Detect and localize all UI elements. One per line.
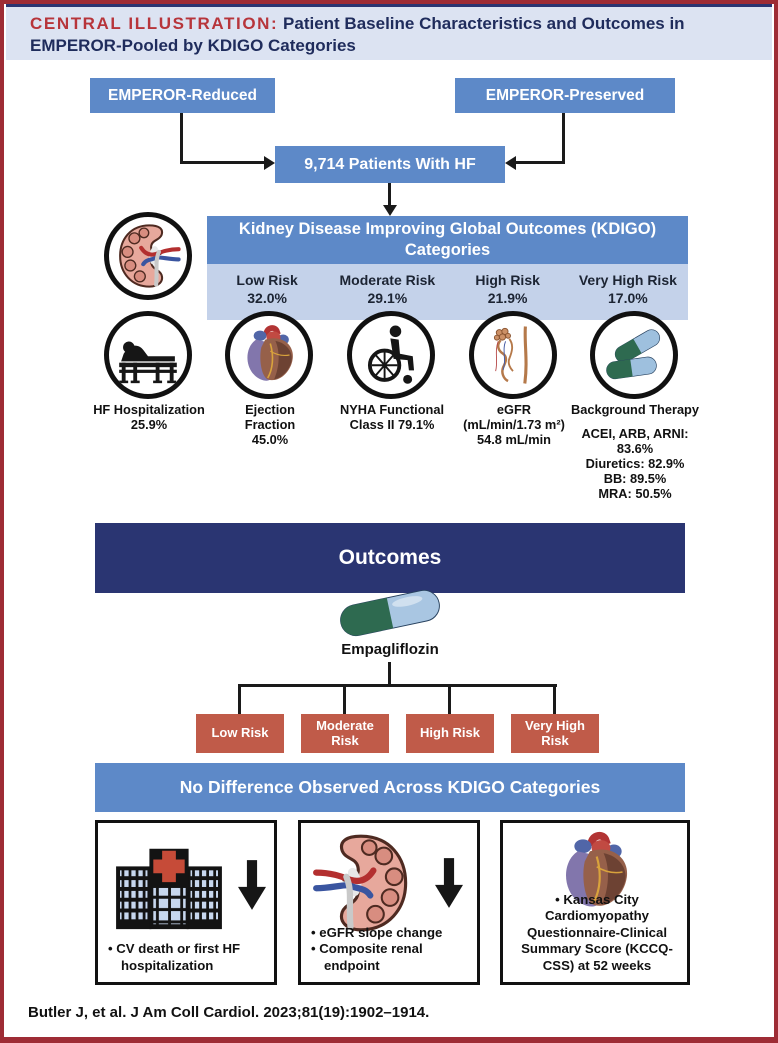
- kdigo-header-line1: Kidney Disease Improving Global Outcomes (KDIGO): [238, 220, 657, 238]
- pooled-patients-box: 9,714 Patients With HF: [275, 146, 505, 183]
- tree-stub-2: [343, 684, 346, 714]
- baseline-label-egfr: eGFR (mL/min/1.73 m²) 54.8 mL/min: [463, 402, 565, 448]
- outcomes-banner: Outcomes: [95, 523, 685, 593]
- wheelchair-icon: [359, 323, 423, 387]
- arrow-right-icon: [264, 156, 275, 170]
- drug-label: Empagliflozin: [341, 641, 439, 658]
- emperor-preserved-box: EMPEROR-Preserved: [455, 78, 675, 113]
- risk-box-high: High Risk: [406, 714, 494, 753]
- kidney-icon: [114, 222, 182, 290]
- risk-box-low: Low Risk: [196, 714, 284, 753]
- risk-box-moderate: Moderate Risk: [301, 714, 389, 753]
- result-box-renal: [298, 820, 480, 985]
- kidney-circle: [104, 212, 192, 300]
- result-bullets: • CV death or first HF hospitalization: [108, 941, 268, 974]
- empagliflozin-capsule: [330, 586, 450, 645]
- arrow-left-icon: [505, 156, 516, 170]
- tree-trunk: [388, 662, 391, 686]
- capsules-icon: [601, 322, 667, 388]
- result-box-kccq: [500, 820, 690, 985]
- header-label: CENTRAL ILLUSTRATION:: [30, 14, 279, 33]
- kdigo-category-moderate: Moderate Risk 29.1%: [339, 272, 436, 307]
- result-bullets: • eGFR slope change • Composite renal endpoint: [311, 925, 471, 975]
- baseline-label-hf-hosp: HF Hospitalization 25.9%: [93, 402, 205, 433]
- tree-stub-4: [553, 684, 556, 714]
- kdigo-category-low: Low Risk 32.0%: [236, 272, 298, 307]
- baseline-label-ef: Ejection Fraction 45.0%: [244, 402, 296, 448]
- tree-stub-1: [238, 684, 241, 714]
- connector-right-vertical: [562, 113, 565, 164]
- result-bullets: • Kansas City Cardiomyopathy Questionnaire-Clinical Summary Score (KCCQ-CSS) at 52 weeks: [513, 892, 681, 975]
- therapy-list: ACEI, ARB, ARNI: 83.6% Diuretics: 82.9% BB: 89.5% MRA: 50.5%: [581, 426, 689, 502]
- kdigo-header: [207, 216, 688, 264]
- nephron-circle: [469, 311, 557, 399]
- hospital-bed-circle: [104, 311, 192, 399]
- connector-left-vertical: [180, 113, 183, 164]
- connector-right-horizontal: [516, 161, 565, 164]
- nephron-icon: [482, 323, 544, 387]
- emperor-reduced-box: EMPEROR-Reduced: [90, 78, 275, 113]
- heart-icon: [237, 323, 301, 387]
- kidney-icon: [309, 831, 417, 935]
- kdigo-header-line2: Categories: [404, 240, 491, 259]
- tree-branch-horizontal: [238, 684, 557, 687]
- connector-center-vertical: [388, 183, 391, 207]
- page-title: Patient Baseline Characteristics and Outcomes in EMPEROR-Pooled by KDIGO Categories: [30, 14, 685, 56]
- wheelchair-circle: [347, 311, 435, 399]
- capsules-circle: [590, 311, 678, 399]
- heart-circle: [225, 311, 313, 399]
- result-box-cv-death: [95, 820, 277, 985]
- arrow-down-icon: [383, 205, 397, 216]
- citation: Butler J, et al. J Am Coll Cardiol. 2023;81(19):1902–1914.: [28, 1004, 430, 1021]
- baseline-label-therapy: Background Therapy ACEI, ARB, ARNI: 83.6% Diuretics: 82.9% BB: 89.5% MRA: 50.5%: [568, 402, 702, 502]
- kdigo-category-high: High Risk 21.9%: [475, 272, 540, 307]
- hospital-icon: [110, 837, 228, 935]
- down-arrow-icon: [435, 839, 463, 932]
- hospital-icon-wrap: [110, 837, 228, 940]
- connector-left-horizontal: [180, 161, 265, 164]
- hospital-bed-icon: [116, 323, 180, 387]
- kdigo-category-very-high: Very High Risk 17.0%: [578, 272, 677, 307]
- tree-stub-3: [448, 684, 451, 714]
- down-arrow-icon: [238, 841, 266, 934]
- header-bar: [6, 4, 772, 60]
- capsule-icon: [330, 586, 450, 640]
- kdigo-section: [207, 216, 688, 320]
- risk-box-very-high: Very High Risk: [511, 714, 599, 753]
- baseline-label-nyha: NYHA Functional Class II 79.1%: [339, 402, 445, 433]
- no-difference-banner: No Difference Observed Across KDIGO Categories: [95, 763, 685, 812]
